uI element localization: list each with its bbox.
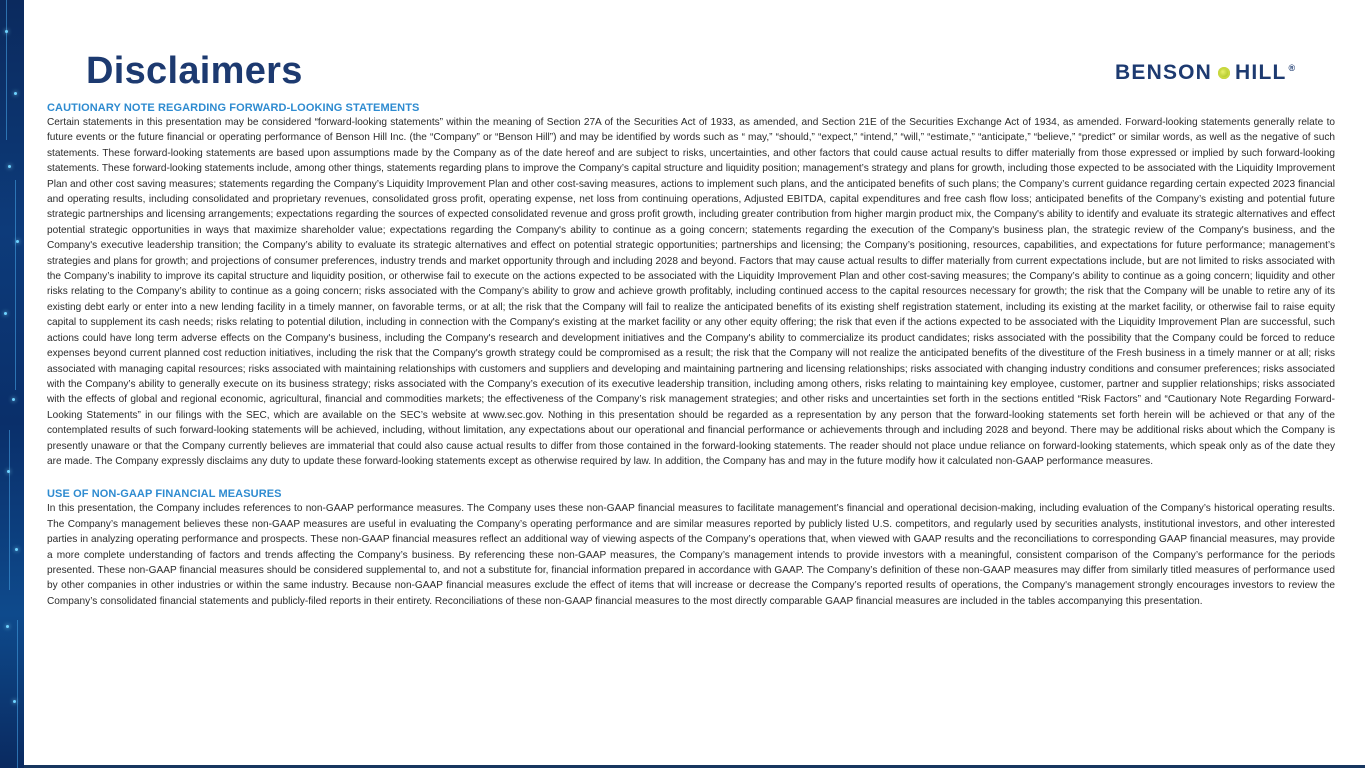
logo-text-left: BENSON: [1115, 61, 1213, 84]
circuit-line: [9, 430, 10, 590]
circuit-line: [17, 620, 18, 768]
section-body: In this presentation, the Company includes references to non-GAAP performance measures. The Company uses these non-GAAP financial measures to facilitate management’s financial and operational decision-making, including evaluation of the Company’s historical operating results. The Company’s management believes these non-GAAP measures are useful in evaluating the Company’s operating performance and are similar measures reported by publicly listed U.S. competitors, and regularly used by securities analysts, institutional investors, and other interested parties in analyzing operating performance and prospects. These non-GAAP financial measures reflect an additional way of viewing aspects of the Company’s operations that, when viewed with GAAP results and the reconciliations to corresponding GAAP financial measures, may provide a more complete understanding of factors and trends affecting the Company’s business. By referencing these non-GAAP measures, the Company’s management intends to provide investors with a meaningful, consistent comparison of the Company’s performance for the periods presented. These non-GAAP financial measures should be considered supplemental to, and not a substitute for, financial information prepared in accordance with GAAP. The Company’s definition of these non-GAAP measures may differ from similarly titled measures of performance used by other companies in other industries or within the same industry. Because non-GAAP financial measures exclude the effect of items that will increase or decrease the Company’s reported results of operations, the Company's management strongly encourages investors to review the Company’s consolidated financial statements and publicly-filed reports in their entirety. Reconciliations of these non-GAAP financial measures to the most directly comparable GAAP financial measures are included in the tables accompanying this presentation.: [47, 503, 1335, 607]
glow-dot: [8, 165, 11, 168]
disclaimer-content: [47, 101, 1335, 609]
glow-dot: [12, 398, 15, 401]
section-heading: USE OF NON-GAAP FINANCIAL MEASURES: [47, 488, 282, 501]
logo-text-right: HILL: [1235, 61, 1287, 84]
glow-dot: [4, 312, 7, 315]
non-gaap-section: [47, 487, 1335, 609]
section-heading: CAUTIONARY NOTE REGARDING FORWARD-LOOKING STATEMENTS: [47, 102, 420, 114]
glow-dot: [15, 548, 18, 551]
glow-dot: [16, 240, 19, 243]
section-body: Certain statements in this presentation may be considered “forward-looking statements” within the meaning of Section 27A of the Securities Act of 1933, as amended, and Section 21E of the Securities Exchange Act of 1934, as amended. Forward-looking statements generally relate to future events or the future financial or operating performance of Benson Hill Inc. (the “Company” or “Benson Hill”) and may be identified by words such as “ may,” “should,” “expect,” “intend,” “will,” “estimate,” “anticipate,” “believe,” “predict” or similar words, as well as the negative of such statements. These forward-looking statements are based upon assumptions made by the Company as of the date hereof and are subject to risks, uncertainties, and other factors that could cause actual results to differ materially from those expressed or implied by such forward-looking statements. These forward-looking statements include, among other things, statements regarding plans to improve the Company’s capital structure and liquidity position; management’s strategy and plans for growth, including those expected to be associated with the Liquidity Improvement Plan and other cost saving measures; statements regarding the Company’s Liquidity Improvement Plan and other cost-saving measures, actions to implement such plans, and the anticipated benefits of such plans; the Company’s current guidance regarding certain expected 2023 financial and operating results, including consolidated and proprietary revenues, consolidated gross profit, operating expense, net loss from continuing operations, Adjusted EBITDA, capital expenditures and free cash flow loss; anticipated benefits of the Company’s existing and potential future strategic partnerships and licensing arrangements; expectations regarding the sources of expected consolidated revenue and gross profit growth, including greater contribution from higher margin product mix, the Company's ability to identify and evaluate its strategic alternatives and effect potential strategic opportunities in ways that maximize shareholder value; expectations regarding the Company's ability to continue as a going concern; statements regarding the execution of the Company's business plan, the strategic review of the Company's business, and the Company's executive leadership transition; the Company’s ability to evaluate its strategic alternatives and effect on potential strategic opportunities; partnerships and licensing; the Company’s positioning, resources, capabilities, and expectations for future performance; management’s strategies and plans for growth; and projections of consumer preferences, industry trends and market opportunity through and including 2028 and beyond. Factors that may cause actual results to differ materially from current expectations include, but are not limited to risks associated with the Company’s inability to improve its capital structure and liquidity position, or otherwise fail to execute on the actions expected to be associated with the Liquidity Improvement Plan and other cost-saving measures; the Company’s ability to continue as a going concern; liquidity and other risks relating to the Company’s ability to continue as a going concern; risks associated with the Company’s ability to grow and achieve growth profitably, including continued access to the capital resources necessary for growth; the risk that the Company will be unable to retire any of its existing debt early or enter into a new lending facility in a timely manner, on favorable terms, or at all; the risk that the Company will fail to realize the anticipated benefits of its existing shelf registration statement, including its existing at the market facility, or otherwise fail to raise equity capital to supplement its cash needs; risks relating to potential dilution, including in connection with the Company's existing at the market facility or any other equity offering; the risk that even if the actions expected to be associated with the Liquidity Improvement Plan are successful, such actions could have long term adverse effects on the Company's business, including the Company's research and development initiatives and the Company's ability to commercialize its product candidates; risks associated with the possibility that the Company could be forced to reduce expenses beyond current planned cost reduction initiatives, including the risk that the Company's growth strategy could be compromised as a result; the risk that the Company will not realize the anticipated benefits of the divestiture of the Fresh business in a timely manner or at all; risks associated with managing capital resources; risks associated with maintaining relationships with customers and suppliers and developing and maintaining partnering and licensing relationships; risks associated with changing industry conditions and consumer preferences; risks associated with the Company’s ability to generally execute on its business strategy; risks associated with the Company’s execution of its executive leadership transition, including among others, risks relating to maintaining key employee, customer, partner and supplier relationships; risks associated with the effects of global and regional economic, agricultural, financial and commodities markets; the effectiveness of the Company’s risk management strategies; and other risks and uncertainties set forth in the sections entitled “Risk Factors” and “Cautionary Note Regarding Forward-Looking Statements” in our filings with the SEC, which are available on the SEC’s website at www.sec.gov. Nothing in this presentation should be regarded as a representation by any person that the forward-looking statements set forth herein will be achieved or that any of the contemplated results of such forward-looking statements will be achieved, including, without limitation, any expectations about our operational and financial performance or achievements through and including 2028 and beyond. There may be additional risks about which the Company is presently unaware or that the Company currently believes are immaterial that could also cause actual results to differ from those contained in the forward-looking statements. The reader should not place undue reliance on forward-looking statements, which speak only as of the date they are made. The Company expressly disclaims any duty to update these forward-looking statements except as otherwise required by law. In addition, the Company has and may in the future modify how it calculated non-GAAP performance measures.: [47, 117, 1335, 467]
glow-dot: [7, 470, 10, 473]
glow-dot: [5, 30, 8, 33]
page-title: Disclaimers: [86, 50, 303, 92]
sun-icon: [1218, 67, 1230, 79]
glow-dot: [14, 92, 17, 95]
forward-looking-section: [47, 101, 1335, 469]
benson-hill-logo: [1115, 60, 1296, 86]
decorative-side-strip: [0, 0, 24, 768]
circuit-line: [6, 0, 7, 140]
circuit-line: [15, 180, 16, 390]
glow-dot: [13, 700, 16, 703]
registered-mark: ®: [1288, 63, 1297, 73]
glow-dot: [6, 625, 9, 628]
